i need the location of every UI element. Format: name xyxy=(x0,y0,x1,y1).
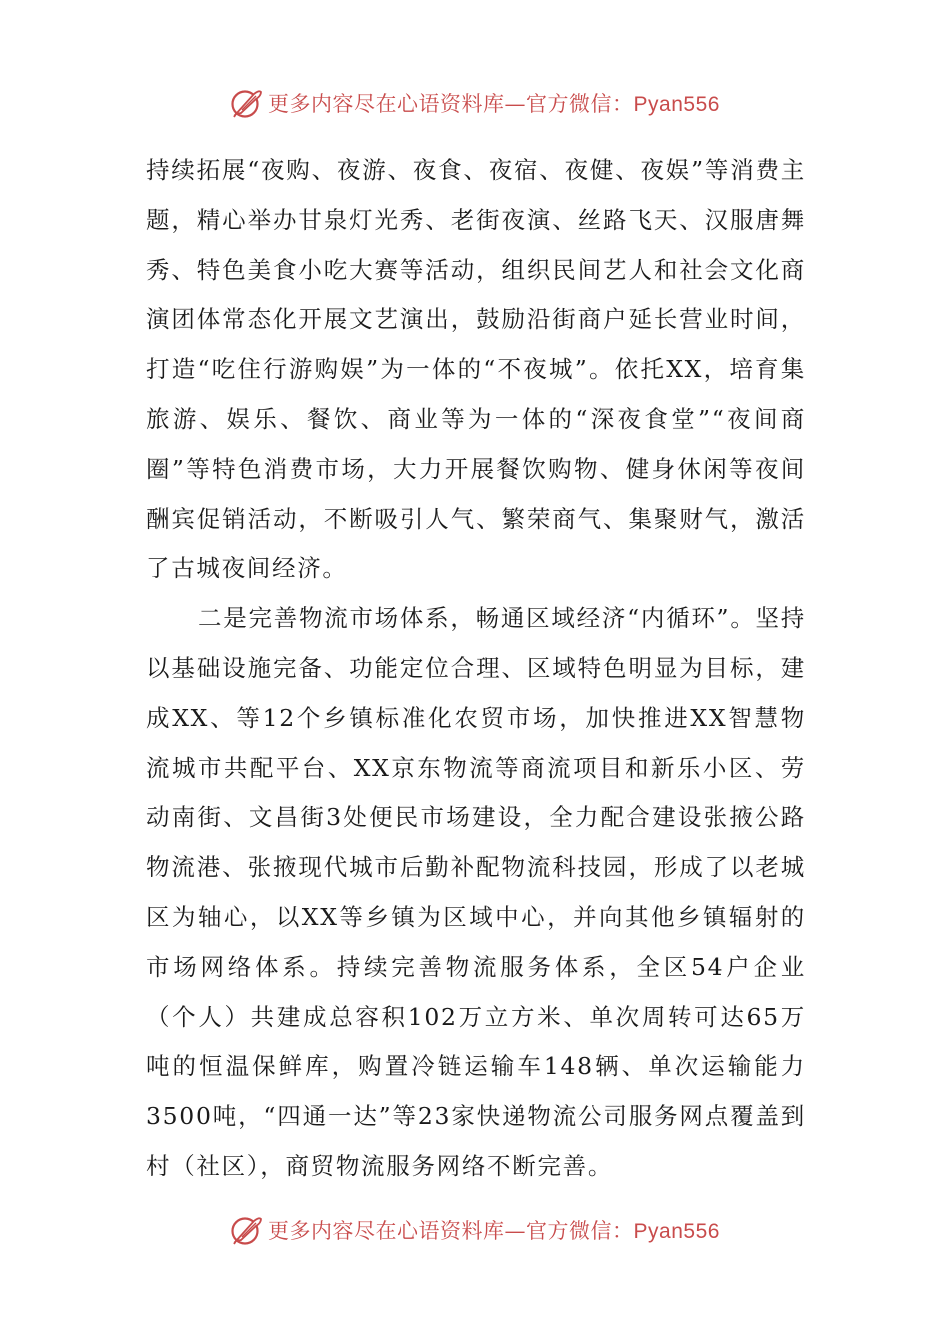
header-banner xyxy=(0,83,950,123)
quill-pen-logo-icon xyxy=(230,1213,264,1247)
header-banner-text xyxy=(268,88,720,118)
paragraph-2: 二是完善物流市场体系，畅通区域经济“内循环”。坚持以基础设施完备、功能定位合理、区域特色明显为目标，建成XX、等12个乡镇标准化农贸市场，加快推进XX智慧物流城市共配平台、XX京东物流等商流项目和新乐小区、劳动南街、文昌街3处便民市场建设，全力配合建设张掖公路物流港、张掖现代城市后勤补配物流科技园，形成了以老城区为轴心，以XX等乡镇为区域中心，并向其他乡镇辐射的市场网络体系。持续完善物流服务体系，全区54户企业（个人）共建成总容积102万立方米、单次周转可达65万吨的恒温保鲜库，购置冷链运输车148辆、单次运输能力3500吨，“四通一达”等23家快递物流公司服务网点覆盖到村（社区），商贸物流服务网络不断完善。 xyxy=(146,604,806,1180)
quill-pen-logo-icon xyxy=(230,86,264,120)
document-body xyxy=(146,146,806,1192)
header-text-cn: 更多内容尽在心语资料库—官方微信： xyxy=(268,92,634,116)
footer-text-cn: 更多内容尽在心语资料库—官方微信： xyxy=(268,1219,634,1243)
footer-wechat-id: Pyan556 xyxy=(633,1220,720,1243)
footer-banner xyxy=(0,1210,950,1250)
header-wechat-id: Pyan556 xyxy=(633,93,720,116)
footer-banner-text xyxy=(268,1215,720,1245)
paragraph-1: 持续拓展“夜购、夜游、夜食、夜宿、夜健、夜娱”等消费主题，精心举办甘泉灯光秀、老街夜演、丝路飞天、汉服唐舞秀、特色美食小吃大赛等活动，组织民间艺人和社会文化商演团体常态化开展文艺演出，鼓励沿街商户延长营业时间，打造“吃住行游购娱”为一体的“不夜城”。依托XX，培育集旅游、娱乐、餐饮、商业等为一体的“深夜食堂”“夜间商圈”等特色消费市场，大力开展餐饮购物、健身休闲等夜间酬宾促销活动，不断吸引人气、繁荣商气、集聚财气，激活了古城夜间经济。 xyxy=(146,156,806,583)
